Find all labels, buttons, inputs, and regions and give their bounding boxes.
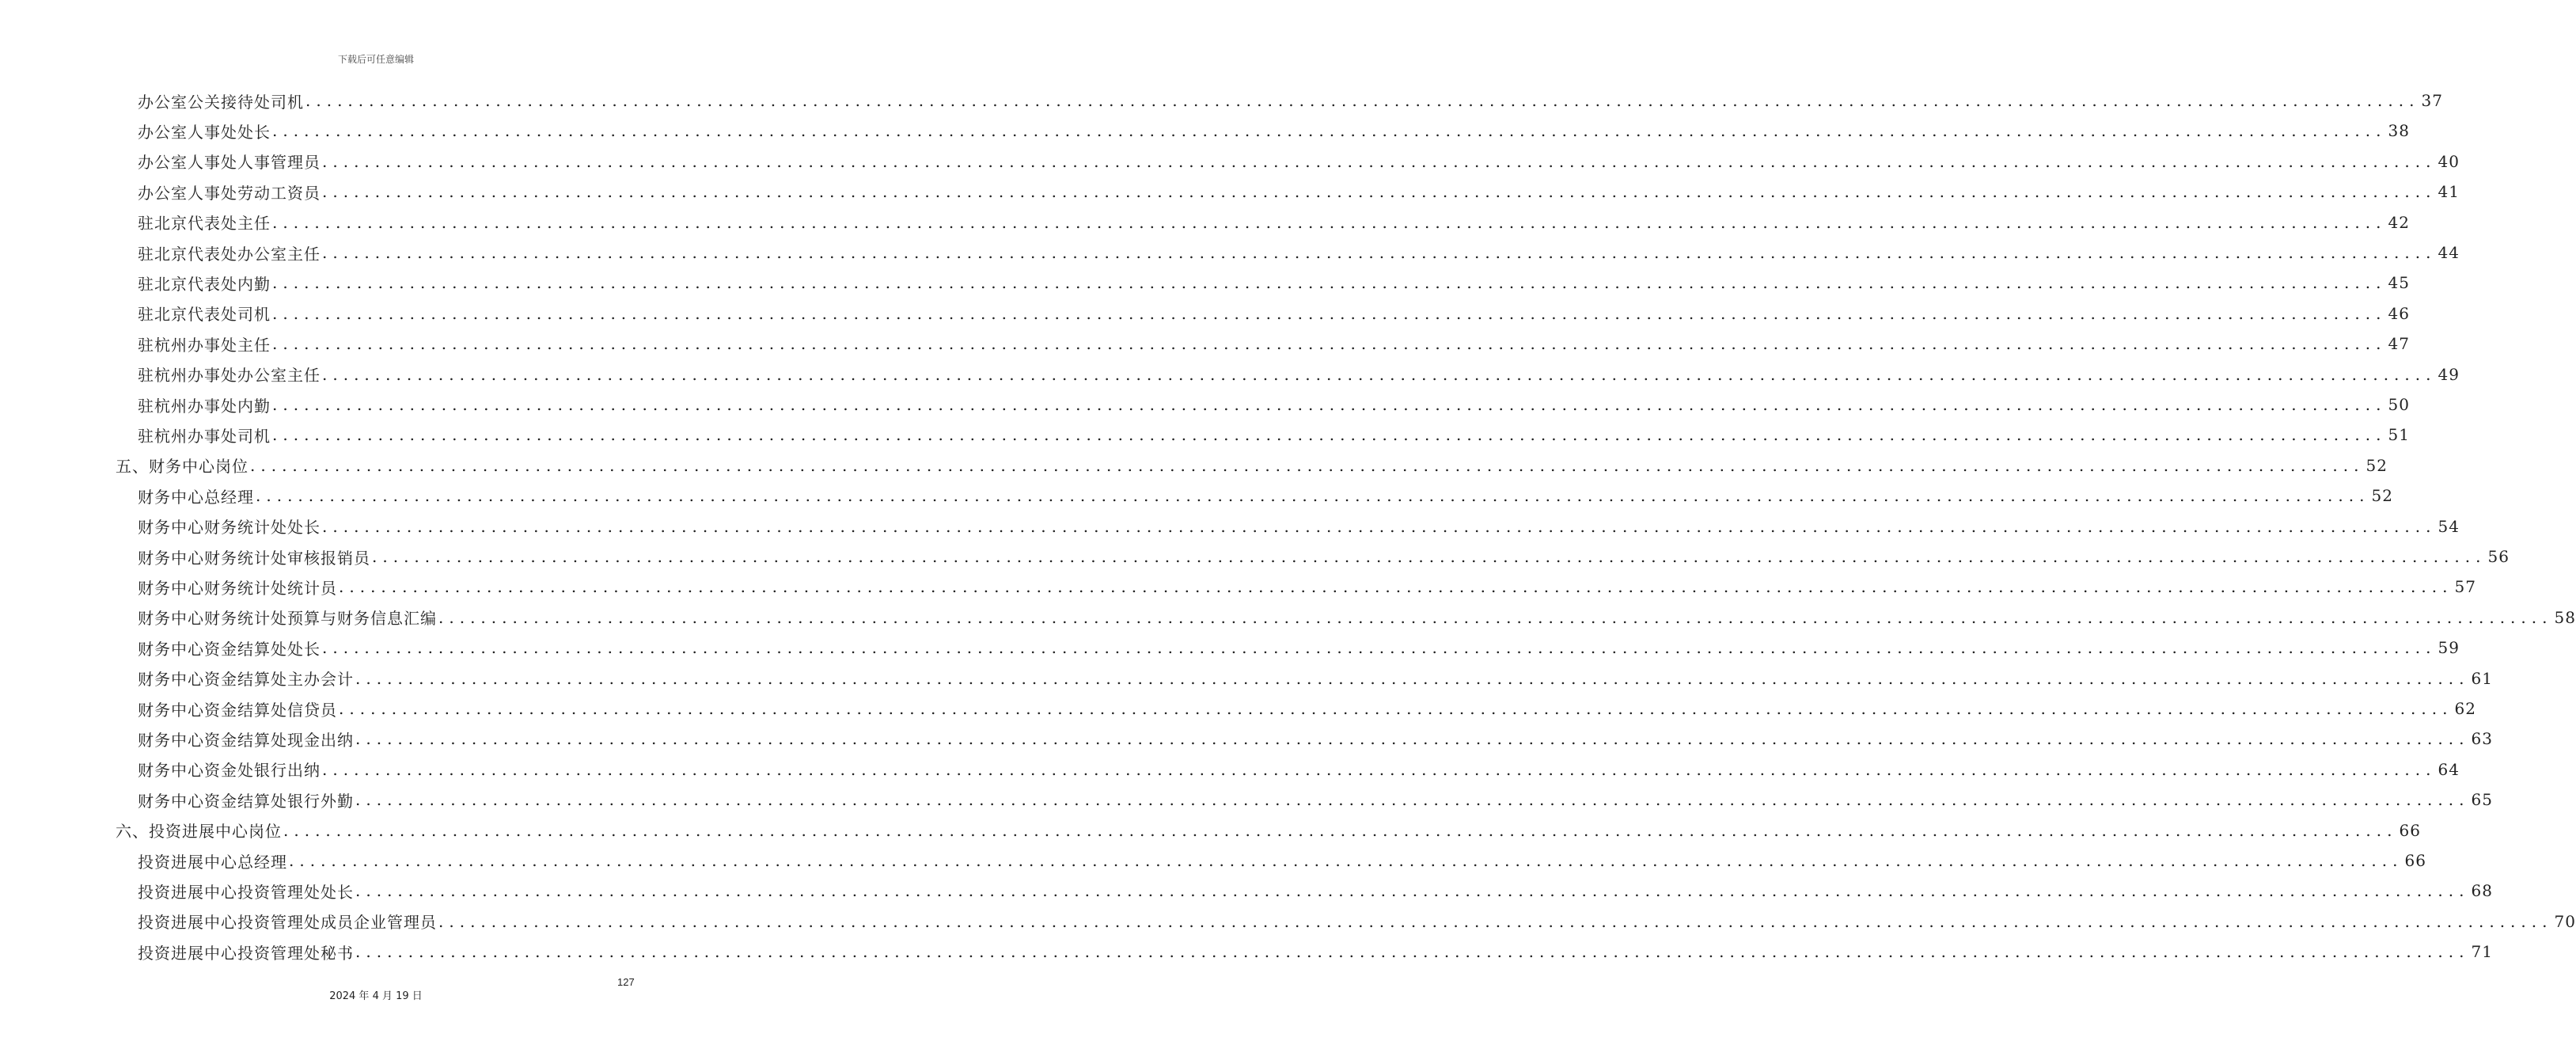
toc-entry-label: 办公室人事处劳动工资员 xyxy=(138,183,321,203)
toc-entry-page: 46 xyxy=(2388,303,2410,323)
toc-entry[interactable] xyxy=(138,329,2410,359)
toc-leader-dots: ........................................................................................................................................................................................................ xyxy=(355,790,2470,810)
toc-entry[interactable] xyxy=(138,724,2493,754)
toc-entry[interactable] xyxy=(138,937,2493,967)
toc-entry-label: 驻杭州办事处司机 xyxy=(138,426,271,446)
toc-entry[interactable] xyxy=(138,390,2410,420)
toc-leader-dots: ........................................................................................................................................................................................................ xyxy=(322,364,2437,384)
toc-entry[interactable] xyxy=(138,238,2460,268)
toc-entry-label: 财务中心资金结算处处长 xyxy=(138,639,321,659)
toc-entry-page: 58 xyxy=(2554,607,2576,627)
toc-leader-dots: ........................................................................................................................................................................................................ xyxy=(283,820,2398,840)
toc-entry-label: 办公室公关接待处司机 xyxy=(138,92,304,112)
toc-leader-dots: ........................................................................................................................................................................................................ xyxy=(256,486,2370,506)
toc-entry-label: 六、投资进展中心岗位 xyxy=(116,822,282,842)
toc-entry[interactable] xyxy=(116,815,2421,846)
page-number: 127 xyxy=(617,976,635,988)
toc-leader-dots: ........................................................................................................................................................................................................ xyxy=(322,638,2437,658)
toc-leader-dots: ........................................................................................................................................................................................................ xyxy=(355,881,2470,901)
toc-entry-page: 70 xyxy=(2554,911,2576,931)
toc-entry-page: 47 xyxy=(2388,334,2410,354)
toc-entry-label: 驻杭州办事处主任 xyxy=(138,335,271,355)
toc-entry-label: 五、财务中心岗位 xyxy=(116,457,248,477)
toc-entry-page: 57 xyxy=(2454,577,2476,597)
toc-entry[interactable] xyxy=(138,511,2460,542)
toc-entry-label: 财务中心财务统计处统计员 xyxy=(138,578,337,598)
toc-leader-dots: ........................................................................................................................................................................................................ xyxy=(272,273,2387,293)
toc-entry-label: 驻北京代表处内勤 xyxy=(138,274,271,294)
toc-entry[interactable] xyxy=(138,663,2493,694)
toc-entry-label: 财务中心财务统计处审核报销员 xyxy=(138,548,370,568)
toc-entry-page: 66 xyxy=(2399,820,2421,840)
toc-leader-dots: ........................................................................................................................................................................................................ xyxy=(355,668,2470,688)
toc-entry-page: 38 xyxy=(2388,121,2410,141)
toc-leader-dots: ........................................................................................................................................................................................................ xyxy=(272,303,2387,323)
toc-leader-dots: ........................................................................................................................................................................................................ xyxy=(322,516,2437,536)
toc-leader-dots: ........................................................................................................................................................................................................ xyxy=(339,699,2453,718)
toc-leader-dots: ........................................................................................................................................................................................................ xyxy=(322,151,2437,171)
toc-entry-label: 办公室人事处处长 xyxy=(138,122,271,142)
toc-leader-dots: ........................................................................................................................................................................................................ xyxy=(322,243,2437,262)
toc-entry-page: 59 xyxy=(2438,638,2460,658)
toc-entry[interactable] xyxy=(138,359,2460,390)
toc-entry-page: 37 xyxy=(2421,91,2443,110)
toc-leader-dots: ........................................................................................................................................................................................................ xyxy=(355,729,2470,749)
toc-entry-page: 45 xyxy=(2388,273,2410,293)
toc-entry-page: 50 xyxy=(2388,395,2410,414)
toc-entry-label: 财务中心财务统计处预算与财务信息汇编 xyxy=(138,609,437,629)
toc-leader-dots: ........................................................................................................................................................................................................ xyxy=(339,577,2453,597)
toc-entry[interactable] xyxy=(138,846,2426,876)
toc-entry[interactable] xyxy=(138,542,2510,572)
toc-leader-dots: ........................................................................................................................................................................................................ xyxy=(272,121,2387,141)
toc-entry[interactable] xyxy=(138,906,2576,937)
toc-entry-label: 财务中心资金结算处现金出纳 xyxy=(138,730,354,750)
toc-entry-label: 驻杭州办事处内勤 xyxy=(138,396,271,416)
toc-entry-page: 62 xyxy=(2454,699,2476,718)
toc-entry[interactable] xyxy=(138,754,2460,785)
toc-entry[interactable] xyxy=(138,116,2410,146)
toc-leader-dots: ........................................................................................................................................................................................................ xyxy=(322,759,2437,779)
toc-leader-dots: ........................................................................................................................................................................................................ xyxy=(272,212,2387,232)
toc-leader-dots: ........................................................................................................................................................................................................ xyxy=(272,334,2387,354)
toc-entry-page: 68 xyxy=(2471,881,2493,901)
toc-leader-dots: ........................................................................................................................................................................................................ xyxy=(272,395,2387,414)
toc-entry-label: 办公室人事处人事管理员 xyxy=(138,153,321,173)
toc-entry[interactable] xyxy=(138,268,2410,298)
toc-entry[interactable] xyxy=(138,420,2410,450)
toc-leader-dots: ........................................................................................................................................................................................................ xyxy=(289,851,2403,870)
footer-date: 2024 年 4 月 19 日 xyxy=(329,990,423,1002)
toc-entry-page: 54 xyxy=(2438,516,2460,536)
toc-entry-label: 财务中心资金结算处信贷员 xyxy=(138,700,337,720)
toc-entry-label: 投资进展中心总经理 xyxy=(138,852,287,872)
toc-entry[interactable] xyxy=(138,785,2493,815)
toc-entry-page: 64 xyxy=(2438,759,2460,779)
toc-entry[interactable] xyxy=(138,876,2493,906)
toc-entry-page: 56 xyxy=(2487,547,2510,566)
toc-entry-page: 42 xyxy=(2388,212,2410,232)
toc-leader-dots: ........................................................................................................................................................................................................ xyxy=(438,607,2553,627)
toc-entry[interactable] xyxy=(138,481,2393,511)
toc-entry-label: 投资进展中心投资管理处秘书 xyxy=(138,943,354,963)
toc-entry[interactable] xyxy=(138,298,2410,329)
toc-leader-dots: ........................................................................................................................................................................................................ xyxy=(438,911,2553,931)
toc-entry[interactable] xyxy=(138,572,2476,602)
toc-entry-page: 65 xyxy=(2471,790,2493,810)
toc-entry-page: 49 xyxy=(2438,364,2460,384)
page-header: 下载后可任意编辑 xyxy=(337,54,414,65)
toc-entry[interactable] xyxy=(138,633,2460,663)
toc-leader-dots: ........................................................................................................................................................................................................ xyxy=(372,547,2487,566)
toc-entry-label: 财务中心资金结算处银行外勤 xyxy=(138,791,354,811)
toc-leader-dots: ........................................................................................................................................................................................................ xyxy=(272,425,2387,445)
toc-entry[interactable] xyxy=(116,450,2388,481)
toc-entry-page: 66 xyxy=(2404,851,2426,870)
toc-entry-page: 52 xyxy=(2365,455,2388,475)
toc-entry-label: 财务中心财务统计处处长 xyxy=(138,518,321,538)
toc-entry[interactable] xyxy=(138,177,2460,207)
toc-entry[interactable] xyxy=(138,86,2443,116)
toc-entry-label: 投资进展中心投资管理处处长 xyxy=(138,882,354,902)
toc-leader-dots: ........................................................................................................................................................................................................ xyxy=(305,91,2420,110)
toc-leader-dots: ........................................................................................................................................................................................................ xyxy=(250,455,2365,475)
toc-entry-label: 驻北京代表处办公室主任 xyxy=(138,244,321,264)
toc-entry[interactable] xyxy=(138,694,2476,724)
toc-entry-page: 51 xyxy=(2388,425,2410,445)
toc-entry-label: 驻北京代表处司机 xyxy=(138,305,271,325)
toc-entry-label: 驻北京代表处主任 xyxy=(138,214,271,234)
toc-entry[interactable] xyxy=(138,207,2410,238)
toc-entry[interactable] xyxy=(138,602,2576,633)
toc-entry-label: 财务中心总经理 xyxy=(138,487,254,507)
toc-entry-label: 财务中心资金结算处主办会计 xyxy=(138,670,354,690)
toc-entry[interactable] xyxy=(138,146,2460,177)
toc-entry-page: 40 xyxy=(2438,151,2460,171)
toc-entry-label: 财务中心资金处银行出纳 xyxy=(138,761,321,781)
toc-entry-page: 41 xyxy=(2438,182,2460,202)
toc-entry-page: 63 xyxy=(2471,729,2493,749)
toc-entry-page: 61 xyxy=(2471,668,2493,688)
toc-entry-label: 驻杭州办事处办公室主任 xyxy=(138,366,321,386)
toc-entry-label: 投资进展中心投资管理处成员企业管理员 xyxy=(138,913,437,933)
toc-entry-page: 71 xyxy=(2471,942,2493,962)
toc-leader-dots: ........................................................................................................................................................................................................ xyxy=(322,182,2437,202)
toc-entry-page: 44 xyxy=(2438,243,2460,262)
toc-leader-dots: ........................................................................................................................................................................................................ xyxy=(355,942,2470,962)
toc-entry-page: 52 xyxy=(2371,486,2393,506)
